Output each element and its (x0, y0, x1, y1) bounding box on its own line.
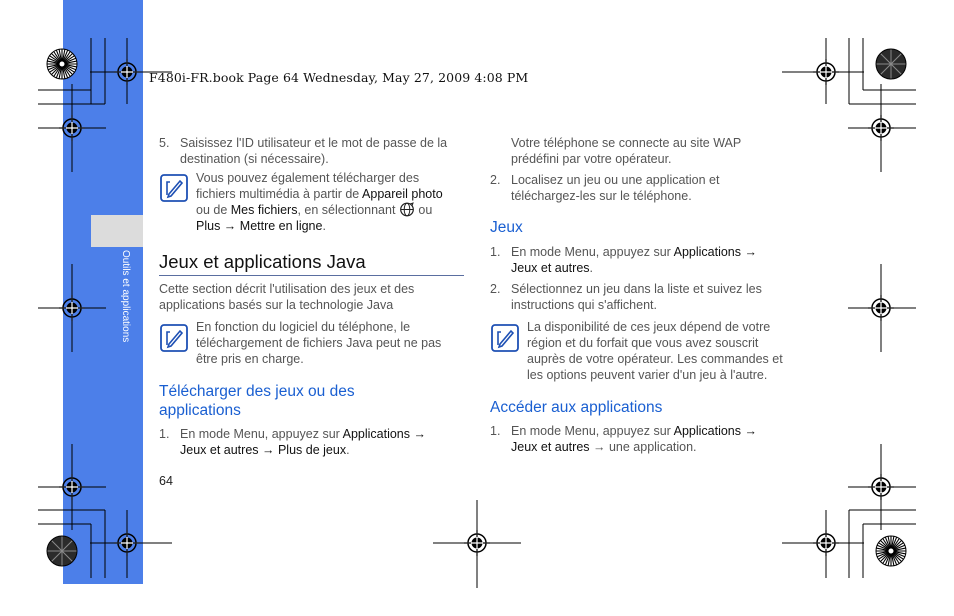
section-title: Jeux et applications Java (159, 251, 366, 272)
note-pencil-icon (160, 324, 188, 352)
jeux-step-1: 1. En mode Menu, appuyez sur Applications → Jeux et autres. (490, 245, 757, 275)
menu-appareil-photo: Appareil photo (362, 187, 443, 201)
subsection-title-jeux: Jeux (490, 219, 523, 236)
book-slug-header: F480i-FR.book Page 64 Wednesday, May 27, 2009 4:08 PM (149, 70, 529, 85)
download-step-1: 1. En mode Menu, appuyez sur Applications → Jeux et autres → Plus de jeux. (159, 427, 426, 457)
section-intro: Cette section décrit l'utilisation des jeux et des applications basés sur la technologie Java (159, 282, 415, 312)
jeux-step-2: 2. Sélectionnez un jeu dans la liste et suivez les instructions qui s'affichent. (490, 282, 762, 312)
acceder-step-1: 1. En mode Menu, appuyez sur Applications → Jeux et autres → une application. (490, 424, 757, 454)
note-download-media: Vous pouvez également télécharger des fichiers multimédia à partir de Appareil photo ou de Mes fichiers, en sélectionnant ou Plus → Mettre en ligne. (196, 171, 443, 233)
wap-connect-text: Votre téléphone se connecte au site WAP prédéfini par votre opérateur. (511, 136, 742, 166)
note-game-availability: La disponibilité de ces jeux dépend de votre région et du forfait que vous avez souscrit auprès de votre opérateur. Les commandes et les options peuvent varier d'un jeu à l'autre. (527, 320, 783, 382)
page-number: 64 (159, 474, 173, 488)
sidebar-chapter-label: Outils et applications (120, 250, 131, 343)
menu-mettre-en-ligne: Mettre en ligne (239, 219, 323, 233)
note-pencil-icon (491, 324, 519, 352)
step-5: 5. Saisissez l'ID utilisateur et le mot de passe de la destination (si nécessaire). (159, 136, 448, 166)
note-java-support: En fonction du logiciel du téléphone, le téléchargement de fichiers Java peut ne pas être pris en charge. (196, 320, 442, 366)
globe-icon (399, 202, 415, 217)
subsection-title-download: Télécharger des jeux ou des applications (159, 383, 355, 419)
download-step-2: 2. Localisez un jeu ou une application et téléchargez-les sur le téléphone. (490, 173, 720, 203)
section-rule (159, 275, 464, 276)
note-pencil-icon (160, 174, 188, 202)
menu-mes-fichiers: Mes fichiers (230, 203, 298, 217)
subsection-title-acceder: Accéder aux applications (490, 399, 663, 416)
